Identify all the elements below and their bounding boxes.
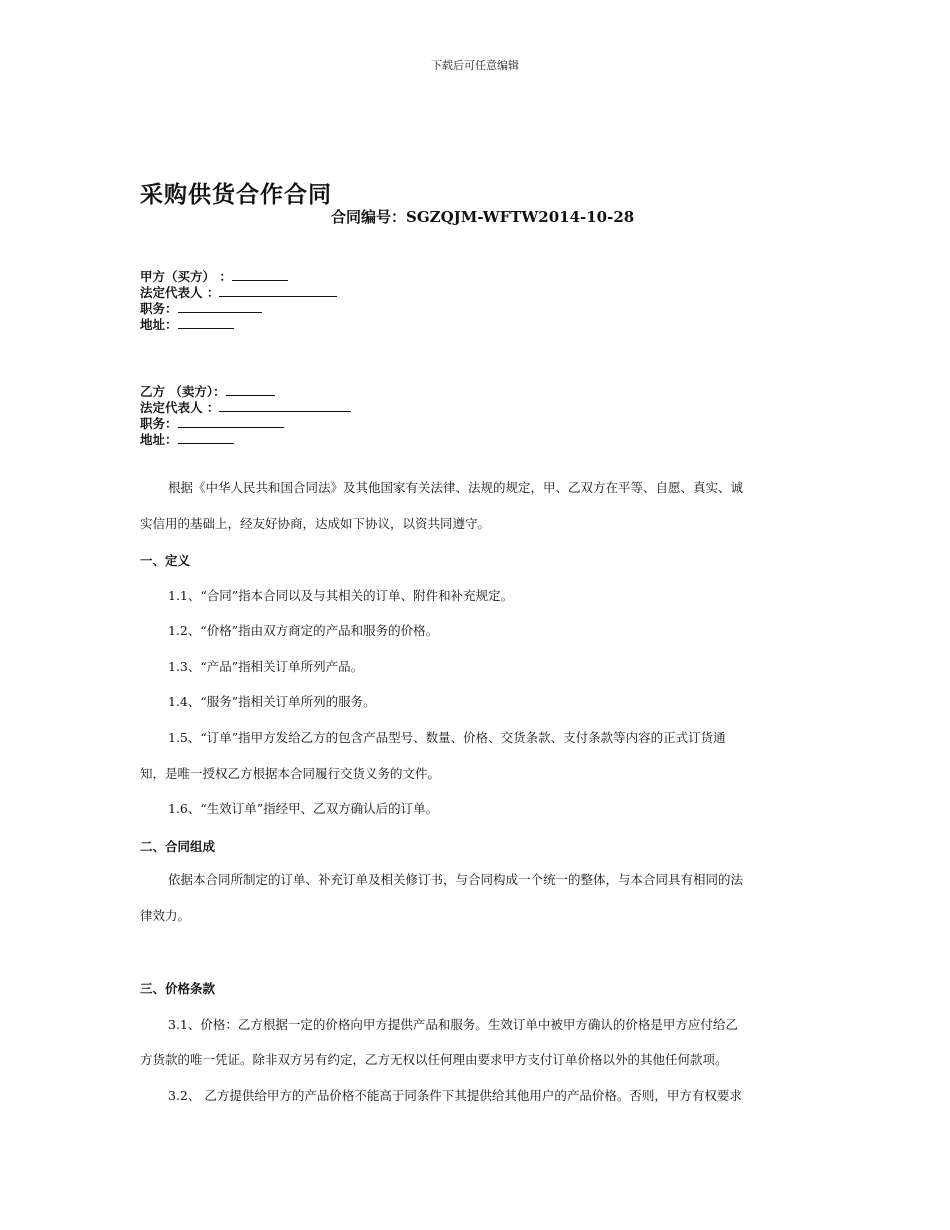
section-1-heading: 一、定义 — [140, 553, 191, 568]
party-a-rep-blank — [219, 284, 337, 297]
preamble-line-2: 实信用的基础上，经友好协商，达成如下协议，以资共同遵守。 — [140, 516, 491, 531]
definition-1-2: 1.2、“价格”指由双方商定的产品和服务的价格。 — [168, 623, 439, 638]
party-b-name-blank — [226, 383, 275, 396]
party-b-position-blank — [178, 415, 284, 428]
party-a-name-blank — [232, 268, 288, 281]
contract-number: 合同编号：SGZQJM-WFTW2014-10-28 — [331, 208, 635, 226]
section-3-line-2: 方货款的唯一凭证。除非双方另有约定，乙方无权以任何理由要求甲方支付订单价格以外的其他任何款项。 — [140, 1052, 728, 1067]
definition-1-3: 1.3、“产品”指相关订单所列产品。 — [168, 659, 364, 674]
section-2-line-1: 依据本合同所制定的订单、补充订单及相关修订书，与合同构成一个统一的整体，与本合同具有相同的法 — [168, 872, 744, 887]
document-title: 采购供货合作合同 — [140, 182, 332, 208]
party-b-representative — [140, 399, 351, 416]
party-a-address-label: 地址： — [140, 317, 178, 332]
section-3-line-1: 3.1、价格：乙方根据一定的价格向甲方提供产品和服务。生效订单中被甲方确认的价格是甲方应付给乙 — [168, 1017, 738, 1032]
party-b-address-label: 地址： — [140, 432, 178, 447]
party-b-address-blank — [178, 431, 234, 444]
definition-1-4: 1.4、“服务”指相关订单所列的服务。 — [168, 694, 376, 709]
definition-1-5: 1.5、“订单”指甲方发给乙方的包含产品型号、数量、价格、交货条款、支付条款等内容的正式订货通 — [168, 730, 726, 745]
party-b-position-label: 职务： — [140, 416, 178, 431]
definition-1-6: 1.6、“生效订单”指经甲、乙双方确认后的订单。 — [168, 801, 439, 816]
party-b-address — [140, 431, 234, 448]
preamble-line-1: 根据《中华人民共和国合同法》及其他国家有关法律、法规的规定，甲、乙双方在平等、自愿、真实、诚 — [168, 480, 744, 495]
party-a-name-label: 甲方（买方） ： — [140, 269, 232, 284]
section-2-line-2: 律效力。 — [140, 908, 191, 923]
party-b-position — [140, 415, 284, 432]
party-a-address — [140, 316, 234, 333]
party-b-rep-blank — [219, 399, 351, 412]
party-a-position — [140, 300, 262, 317]
party-a-position-label: 职务： — [140, 301, 178, 316]
header-note: 下载后可任意编辑 — [431, 59, 519, 72]
party-a-name — [140, 268, 288, 285]
party-a-address-blank — [178, 316, 234, 329]
definition-1-1: 1.1、“合同”指本合同以及与其相关的订单、附件和补充规定。 — [168, 588, 514, 603]
definition-1-5-continued: 知，是唯一授权乙方根据本合同履行交货义务的文件。 — [140, 766, 441, 781]
section-2-heading: 二、合同组成 — [140, 839, 216, 854]
section-3-line-3: 3.2、 乙方提供给甲方的产品价格不能高于同条件下其提供给其他用户的产品价格。否则，甲方有权要求 — [168, 1088, 742, 1103]
section-3-heading: 三、价格条款 — [140, 981, 216, 996]
party-b-name-label: 乙方 （卖方）： — [140, 384, 226, 399]
party-a-position-blank — [178, 300, 262, 313]
party-a-rep-label: 法定代表人 ： — [140, 285, 220, 300]
party-b-rep-label: 法定代表人 ： — [140, 400, 220, 415]
party-a-representative — [140, 284, 337, 301]
party-b-name — [140, 383, 275, 400]
